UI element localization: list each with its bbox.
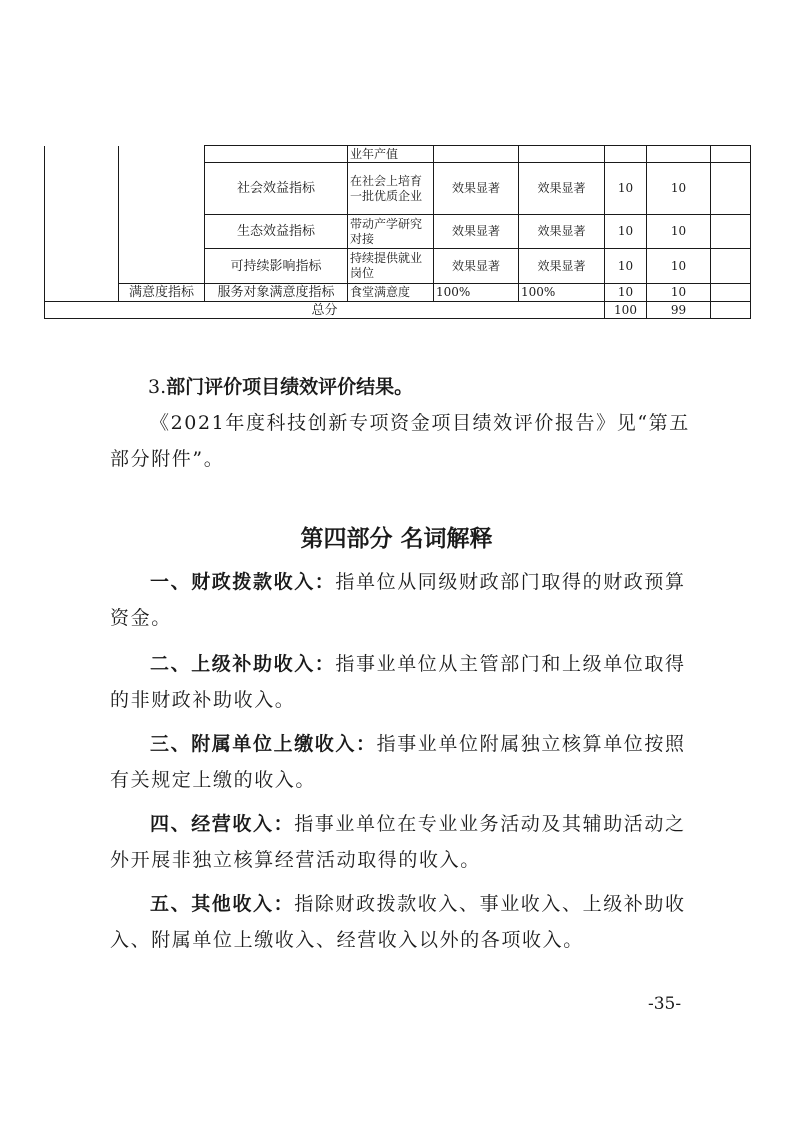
table-cell	[119, 249, 205, 284]
term-definition-2	[110, 646, 690, 718]
table-cell	[45, 249, 119, 284]
table-cell: 10	[647, 163, 711, 215]
total-score-got: 99	[647, 302, 711, 319]
table-cell: 社会效益指标	[205, 163, 348, 215]
term-4: 四、经营收入：	[150, 813, 295, 835]
table-cell	[647, 146, 711, 163]
part-4-title: 第四部分 名词解释	[300, 526, 493, 552]
term-3: 三、附属单位上缴收入：	[150, 733, 377, 755]
table-cell	[205, 146, 348, 163]
definition-5: 指除财政拨款收入、事业收入、上级补助收入、附属单位上缴收入、经营收入以外的各项收入。	[110, 893, 686, 951]
table-cell: 业年产值	[348, 146, 434, 163]
table-cell: 效果显著	[434, 215, 519, 249]
definition-2: 指事业单位从主管部门和上级单位取得的非财政补助收入。	[110, 653, 686, 711]
table-cell: 服务对象满意度指标	[205, 284, 348, 302]
term-definition-5	[110, 886, 690, 958]
table-row	[45, 284, 751, 302]
section-3-title: 部门评价项目绩效评价结果。	[166, 376, 414, 398]
section-3-number: 3.	[148, 376, 167, 398]
table-cell: 10	[605, 163, 647, 215]
table-cell: 100%	[519, 284, 605, 302]
table-cell: 生态效益指标	[205, 215, 348, 249]
table-cell: 持续提供就业岗位	[348, 249, 434, 284]
table-cell: 10	[605, 249, 647, 284]
table-cell	[119, 146, 205, 163]
table-cell	[45, 146, 119, 163]
table-cell	[605, 146, 647, 163]
table-cell	[45, 163, 119, 215]
term-1: 一、财政拨款收入：	[150, 571, 336, 593]
table-cell	[45, 215, 119, 249]
table-cell	[711, 284, 751, 302]
table-cell: 效果显著	[434, 249, 519, 284]
table-cell: 10	[647, 249, 711, 284]
table-cell	[711, 163, 751, 215]
table-cell: 10	[605, 215, 647, 249]
page-number: -35-	[648, 994, 682, 1014]
table-total-row	[45, 302, 751, 319]
definition-3: 指事业单位附属独立核算单位按照有关规定上缴的收入。	[110, 733, 686, 791]
table-cell	[119, 163, 205, 215]
table-cell: 效果显著	[519, 163, 605, 215]
term-5: 五、其他收入：	[150, 893, 295, 915]
total-label: 总分	[45, 302, 605, 319]
table-cell	[711, 249, 751, 284]
term-definition-1	[110, 564, 690, 636]
term-2: 二、上级补助收入：	[150, 653, 336, 675]
table-cell	[711, 146, 751, 163]
definition-4: 指事业单位在专业业务活动及其辅助活动之外开展非独立核算经营活动取得的收入。	[110, 813, 686, 871]
table-cell	[45, 284, 119, 302]
definition-1: 指单位从同级财政部门取得的财政预算资金。	[110, 571, 686, 629]
table-cell: 效果显著	[519, 215, 605, 249]
term-definition-4	[110, 806, 690, 878]
section-3-body: 《2021年度科技创新专项资金项目绩效评价报告》见“第五部分附件”。	[110, 412, 690, 470]
table-cell: 100%	[434, 284, 519, 302]
table-row	[45, 163, 751, 215]
performance-table	[44, 145, 751, 319]
total-remark	[711, 302, 751, 319]
table-row	[45, 249, 751, 284]
total-score-full: 100	[605, 302, 647, 319]
section-3-heading	[148, 372, 413, 399]
table-cell: 10	[647, 215, 711, 249]
table-cell: 10	[605, 284, 647, 302]
table-cell: 效果显著	[519, 249, 605, 284]
table-cell	[519, 146, 605, 163]
table-cell: 可持续影响指标	[205, 249, 348, 284]
table-row	[45, 146, 751, 163]
term-definition-3	[110, 726, 690, 798]
table-cell: 10	[647, 284, 711, 302]
table-cell: 满意度指标	[119, 284, 205, 302]
table-cell	[119, 215, 205, 249]
table-cell: 在社会上培育一批优质企业	[348, 163, 434, 215]
table-cell	[434, 146, 519, 163]
table-cell: 带动产学研究对接	[348, 215, 434, 249]
table-cell: 效果显著	[434, 163, 519, 215]
table-cell: 食堂满意度	[348, 284, 434, 302]
table-row	[45, 215, 751, 249]
table-cell	[711, 215, 751, 249]
